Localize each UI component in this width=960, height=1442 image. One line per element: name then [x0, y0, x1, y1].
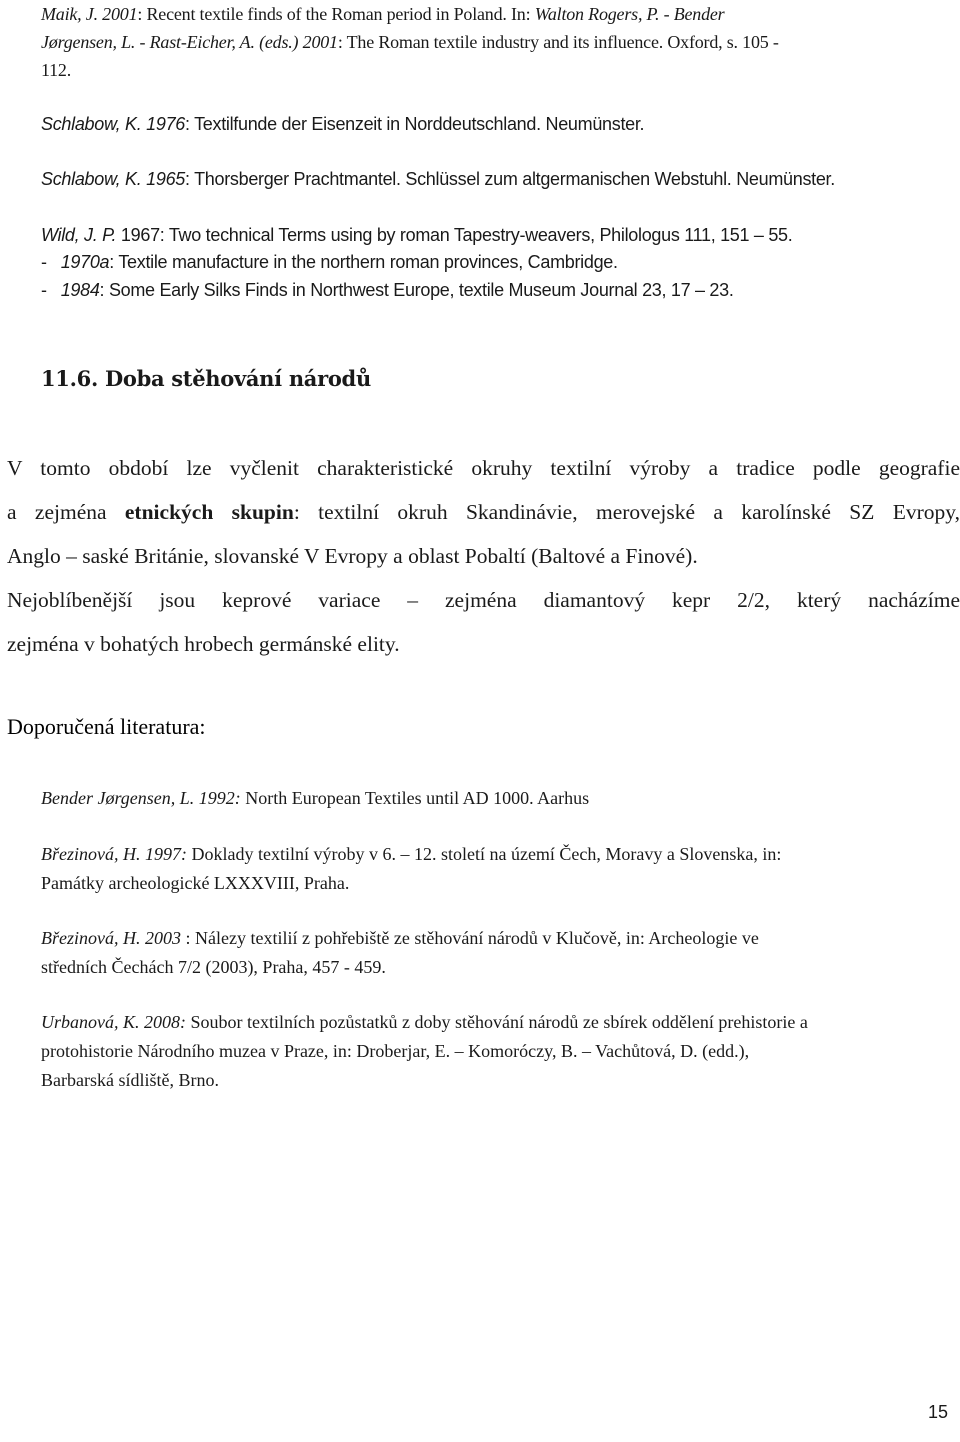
ref-text: 1967: Two technical Terms using by roman Tapestry-weavers, Philologus 111, 151 – 55.	[116, 225, 793, 245]
lit-text: Památky archeologické LXXXVIII, Praha.	[41, 873, 350, 893]
reference-wild-1970a	[41, 252, 618, 273]
section-paragraph-2	[7, 578, 960, 666]
paragraph-line: Nejoblíbenější jsou keprové variace – zejména diamantový kepr 2/2, který nacházíme	[7, 588, 960, 612]
lit-text: Doklady textilní výroby v 6. – 12. století na území Čech, Moravy a Slovenska, in:	[186, 844, 782, 864]
page-number: 15	[927, 1402, 948, 1422]
ref-dash: -	[41, 252, 47, 272]
ref-author: Schlabow, K. 1976	[41, 114, 186, 134]
ref-editors: Jørgensen, L. - Rast-Eicher, A. (eds.) 2001	[41, 32, 338, 52]
paragraph-line	[7, 490, 960, 534]
lit-author: Bender Jørgensen, L. 1992:	[41, 788, 241, 808]
ref-author: Schlabow, K. 1965	[41, 169, 186, 189]
ref-year: 1970a	[60, 252, 110, 272]
literature-item	[41, 924, 759, 982]
ref-text: : Textile manufacture in the northern roman provinces, Cambridge.	[109, 252, 618, 272]
paragraph-line: zejména v bohatých hrobech germánské elity.	[7, 632, 400, 656]
reference-wild	[41, 225, 792, 246]
bold-term: etnických skupin	[124, 500, 294, 524]
ref-text: : The Roman textile industry and its influence. Oxford, s. 105 -	[337, 32, 779, 52]
reference-schlabow-1976	[41, 114, 644, 135]
ref-text: 112.	[41, 60, 72, 80]
ref-dash: -	[41, 280, 47, 300]
lit-text: : Nálezy textilií z pohřebiště ze stěhování národů v Klučově, in: Archeologie ve	[180, 928, 759, 948]
lit-text: Barbarská sídliště, Brno.	[41, 1070, 219, 1090]
ref-author: Wild, J. P.	[41, 225, 117, 245]
literature-item	[41, 840, 781, 898]
lit-text: Soubor textilních pozůstatků z doby stěhování národů ze sbírek oddělení prehistorie a	[186, 1012, 808, 1032]
ref-text: : Recent textile finds of the Roman period in Poland. In:	[137, 4, 535, 24]
paragraph-line: Anglo – saské Británie, slovanské V Evropy a oblast Pobaltí (Baltové a Finové).	[7, 544, 698, 568]
reference-wild-1984	[41, 280, 734, 301]
lit-author: Urbanová, K. 2008:	[41, 1012, 186, 1032]
text-segment: : textilní okruh Skandinávie, merovejské a karolínské SZ Evropy,	[293, 500, 960, 524]
reference-schlabow-1965	[41, 169, 835, 190]
literature-item	[41, 784, 589, 813]
lit-author: Březinová, H. 1997:	[41, 844, 187, 864]
literature-item	[41, 1008, 808, 1095]
ref-author: Maik, J. 2001	[41, 4, 138, 24]
text-segment: a zejména	[7, 500, 125, 524]
lit-text: středních Čechách 7/2 (2003), Praha, 457 - 459.	[41, 957, 386, 977]
section-heading: 11.6. Doba stěhování národů	[41, 366, 371, 391]
literature-heading: Doporučená literatura:	[7, 714, 206, 739]
reference-maik	[41, 4, 725, 25]
section-paragraph-1	[7, 446, 960, 578]
ref-year: 1984	[60, 280, 100, 300]
ref-text: : Textilfunde der Eisenzeit in Norddeutschland. Neumünster.	[185, 114, 645, 134]
ref-editors: Walton Rogers, P. - Bender	[534, 4, 725, 24]
lit-author: Březinová, H. 2003	[41, 928, 181, 948]
lit-text: protohistorie Národního muzea v Praze, in: Droberjar, E. – Komoróczy, B. – Vachůtová, D. (edd.),	[41, 1041, 750, 1061]
reference-maik-pages	[41, 60, 71, 81]
reference-maik-cont	[41, 32, 779, 53]
ref-text: : Some Early Silks Finds in Northwest Europe, textile Museum Journal 23, 17 – 23.	[99, 280, 734, 300]
ref-text: : Thorsberger Prachtmantel. Schlüssel zum altgermanischen Webstuhl. Neumünster.	[185, 169, 835, 189]
lit-text: North European Textiles until AD 1000. Aarhus	[240, 788, 590, 808]
paragraph-line: V tomto období lze vyčlenit charakteristické okruhy textilní výroby a tradice podle geografie	[7, 456, 960, 480]
